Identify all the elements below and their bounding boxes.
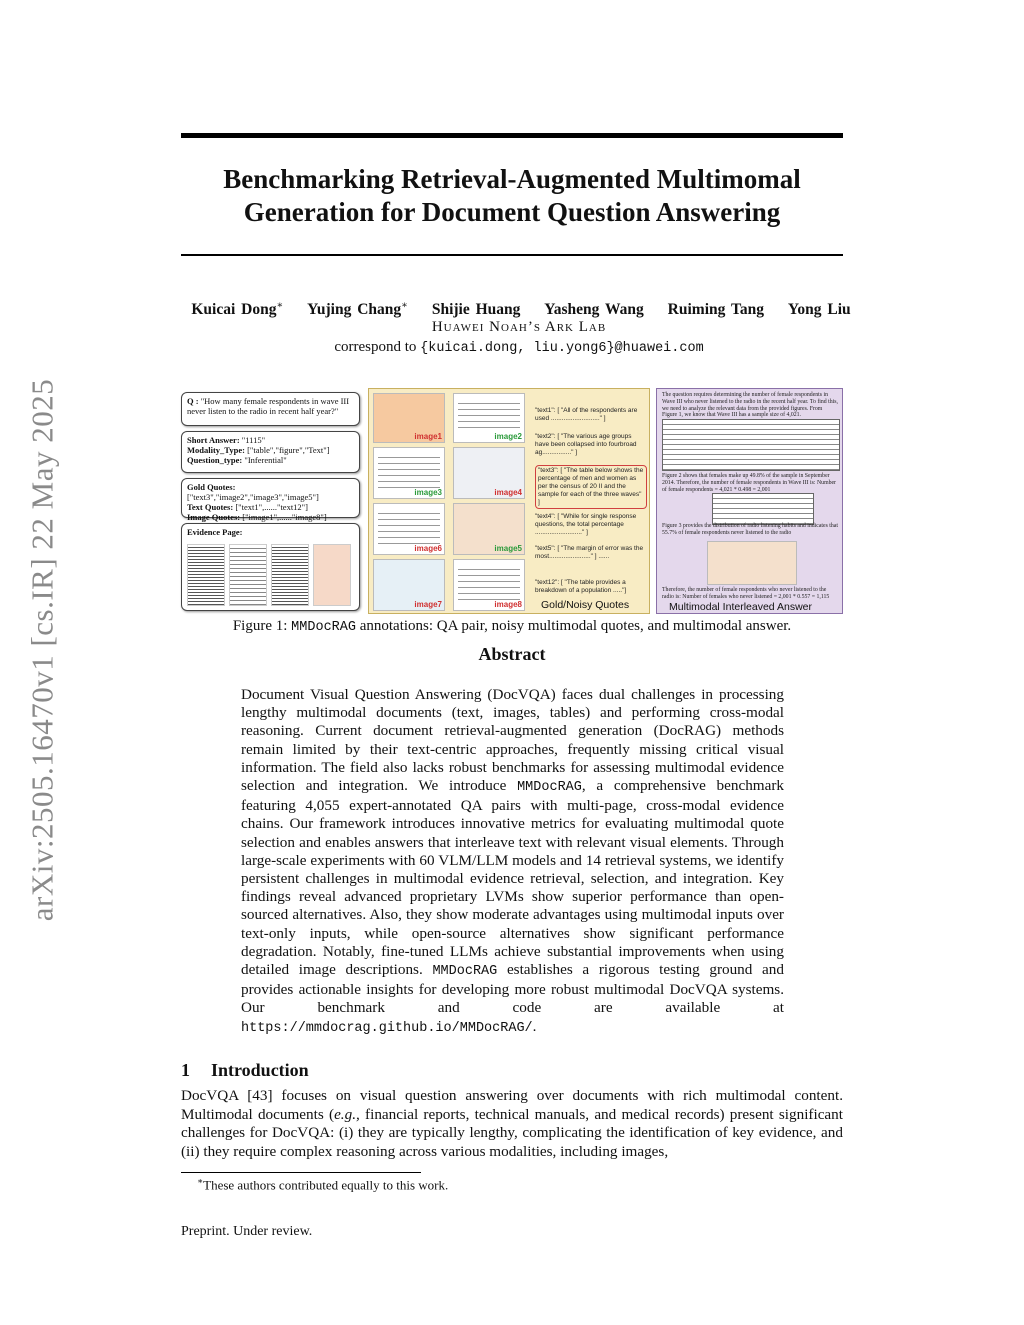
author: Yujing Chang∗ xyxy=(307,300,408,319)
evidence-page-thumb xyxy=(187,544,225,606)
answer-paragraph: Figure 2 shows that females make up 49.8% of the sample in September 2014. Therefore, the number of female respondents in Wave III is: Number of female respondents = 4,021 * 0.498 = 2,001 xyxy=(662,473,836,493)
evidence-page-thumb xyxy=(229,544,267,606)
image-quote-tile: image1 xyxy=(373,393,445,443)
answer-paragraph: Figure 3 provides the distribution of radio listening habits and indicates that 55.7% of female respondents never listened to the radio xyxy=(662,523,838,536)
answer-table-figure xyxy=(712,493,814,525)
noisy-quotes-caption: Gold/Noisy Quotes xyxy=(541,599,630,611)
title-rule-bottom xyxy=(181,254,843,256)
answer-caption: Multimodal Interleaved Answer xyxy=(669,601,812,614)
project-link[interactable]: https://mmdocrag.github.io/MMDocRAG/ xyxy=(241,1020,533,1036)
section-heading: 1 Introduction xyxy=(181,1060,309,1080)
image-quote-tile: image8 xyxy=(453,559,525,611)
author: Kuicai Dong∗ xyxy=(191,300,284,319)
answer-table-figure xyxy=(662,419,840,471)
noisy-quotes-panel xyxy=(368,388,650,614)
image-quote-tile: image5 xyxy=(453,503,525,555)
question-box: Q : "How many female respondents in wave III never listen to the radio in recent half year?" xyxy=(181,392,360,426)
evidence-page-box: Evidence Page: xyxy=(181,523,360,611)
footnote-rule xyxy=(181,1172,421,1173)
text-quote: "text5": [ "The margin of error was the most......................." ] ...... xyxy=(535,545,644,560)
qa-pair-column xyxy=(181,388,362,614)
footnote: ∗These authors contributed equally to this work. xyxy=(197,1176,449,1193)
answer-meta-box: Short Answer: "1115" Modality_Type: ["table","figure","Text"] Question_type: "Inferential" xyxy=(181,431,360,473)
author: Yong Liu xyxy=(787,301,851,319)
abstract-heading: Abstract xyxy=(478,644,546,664)
affiliation: Huawei Noah’s Ark Lab xyxy=(431,319,607,335)
evidence-thumbnails xyxy=(187,544,355,604)
image-quote-tile: image4 xyxy=(453,447,525,499)
text-quote: "text4": [ "While for single response questions, the total percentage .........................." ] xyxy=(535,513,637,536)
answer-paragraph: Therefore, the number of female respondents who never listened to the radio is: Number of females who never listened = 2,001 * 0.557 = 1,115 xyxy=(662,587,830,600)
preprint-note: Preprint. Under review. xyxy=(181,1224,313,1239)
author: Ruiming Tang xyxy=(667,301,765,319)
image-quote-tile: image7 xyxy=(373,559,445,611)
email-link[interactable]: {kuicai.dong, liu.yong6}@huawei.com xyxy=(420,341,704,356)
abstract-body: Document Visual Question Answering (DocVQA) faces dual challenges in processing lengthy multimodal documents (text, images, tables) and performing cross-modal reasoning. Current document retrieval-augmented generation (DocRAG) methods remain limited by their text-centric approaches, frequently missing critical visual information. The field also lacks robust benchmarks for assessing multimodal evidence selection and integration. We introduce MMDocRAG, a comprehensive benchmark featuring 4,055 expert-annotated QA pairs with multi-page, cross-modal evidence chains. Our framework introduces innovative metrics for evaluating multimodal quote selection and enables answers that interleave text with relevant visual elements. Through large-scale experiments with 60 VLM/LLM models and 14 retrieval systems, we identify persistent challenges in multimodal evidence retrieval, selection, and integration. Key findings reveal advanced proprietary LVMs show superior performance than open-sourced alternatives. Also, they show moderate advantages using multimodal inputs over text-only inputs, while open-source alternatives show significant performance degradation. Notably, fine-tuned LLMs achieve substantial improvements when using detailed image descriptions. MMDocRAG establishes a rigorous testing ground and provides actionable insights for developing more robust multimodal DocVQA systems. Our benchmark and code are available at https://mmdocrag.github.io/MMDocRAG/. xyxy=(241,686,785,1036)
paper-title: Benchmarking Retrieval-Augmented Multimomal Generation for Document Question Answering xyxy=(223,164,801,227)
correspondence: correspond to {kuicai.dong, liu.yong6}@huawei.com xyxy=(334,339,704,356)
image-quote-tile: image3 xyxy=(373,447,445,499)
image-quote-tile: image2 xyxy=(453,393,525,443)
text-quote-gold: "text3": [ "The table below shows the percentage of men and women as per the census of 20 II and the sample for each of the three waves" ] xyxy=(535,465,647,509)
quotes-box: Gold Quotes: ["text3","image2","image3","image5"] Text Quotes: ["text1",......"text12"] Image Quotes: ["image1",......"image8"] xyxy=(181,478,360,518)
text-quote: "text2": [ "The various age groups have been collapsed into fourbroad ag................" ] xyxy=(535,433,637,456)
answer-image xyxy=(707,541,797,585)
intro-paragraph: DocVQA [43] focuses on visual question answering over documents with rich multimodal content. Multimodal documents (e.g., financial reports, technical manuals, and medical records) present significant challenges for DocVQA: (i) they are typically lengthy, complicating the identification of key evidence, and (ii) they require complex reasoning across various modalities, including images, xyxy=(181,1087,843,1160)
title-rule-top xyxy=(181,133,843,138)
text-quote: "text12": [ "The table provides a breakdown of a population ....."] xyxy=(535,579,627,594)
answer-paragraph: The question requires determining the number of female respondents in Wave III who never listened to the radio in the recent half year. To find this, we need to analyze the relevant data from the provided figures. From Figure 1, we know that Wave III has a sample size of 4,021. xyxy=(662,392,838,419)
author-list xyxy=(181,300,861,319)
multimodal-answer-panel xyxy=(656,388,843,614)
text-quote: "text1": [ "All of the respondents are used ..........................." ] xyxy=(535,407,638,422)
figure-1 xyxy=(181,388,843,614)
arxiv-stamp: arXiv:2505.16470v1 [cs.IR] 22 May 2025 xyxy=(24,378,59,922)
author: Yasheng Wang xyxy=(544,301,644,319)
author: Shijie Huang xyxy=(431,301,521,319)
image-quote-tile: image6 xyxy=(373,503,445,555)
evidence-page-thumb xyxy=(313,544,351,606)
figure-caption: Figure 1: MMDocRAG annotations: QA pair, noisy multimodal quotes, and multimodal answer. xyxy=(232,618,792,635)
evidence-page-thumb xyxy=(271,544,309,606)
